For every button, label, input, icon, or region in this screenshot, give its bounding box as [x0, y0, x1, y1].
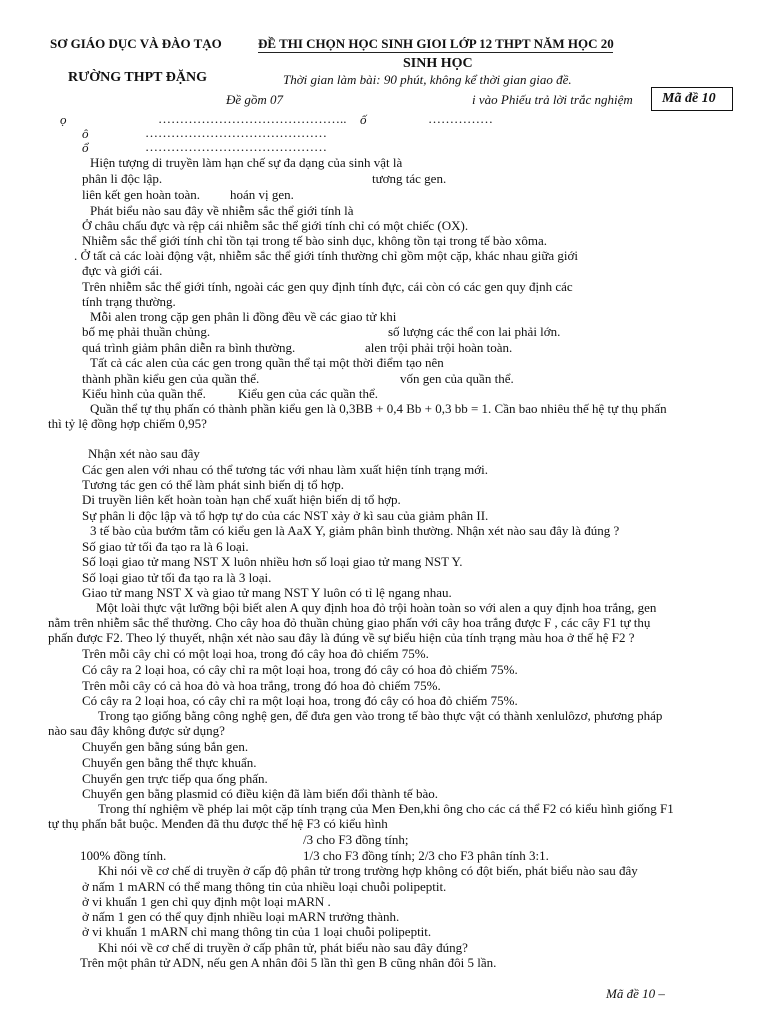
text-line: thì tỷ lệ đồng hợp chiếm 0,95? — [48, 416, 207, 431]
text-line: Số loại giao tử mang NST X luôn nhiều hơn số loại giao tử mang NST Y. — [82, 554, 463, 569]
subject-title: SINH HỌC — [403, 56, 473, 71]
text-line: Nhiễm sắc thể giới tính chỉ tồn tại trong tế bào sinh dục, không tồn tại trong tế bào xôma. — [82, 233, 548, 248]
text-line: Chuyển gen bằng plasmid có điều kiện đã làm biến đổi thành tế bào. — [82, 786, 438, 801]
text-line: Khi nói về cơ chế di truyền ở cấp phân tử, phát biểu nào sau đây đúng? — [98, 940, 468, 955]
text-line: Kiểu hình của quần thể. — [82, 386, 206, 401]
text-line: hoán vị gen. — [230, 187, 294, 202]
text-line: Chuyển gen bằng thể thực khuẩn. — [82, 755, 257, 770]
info-label-name: ọ — [60, 112, 67, 127]
page-count: Đề gồm 07 — [226, 92, 284, 107]
text-line: Trên một phân tử ADN, nếu gen A nhân đôi 5 lần thì gen B cũng nhân đôi 5 lần. — [80, 955, 497, 970]
text-line: Số loại giao tử tối đa tạo ra là 3 loại. — [82, 570, 272, 585]
text-line: ở vi khuẩn 1 gen chỉ quy định một loại mARN . — [82, 894, 331, 909]
text-line: 100% đồng tính. — [80, 848, 167, 863]
text-line: Trong thí nghiệm về phép lai một cặp tính trạng của Men Đen,khi ông cho các cá thể F2 có kiểu hình giống F1 — [98, 801, 674, 816]
text-line: . Ở tất cả các loài động vật, nhiễm sắc thể giới tính thường chỉ gồm một cặp, khác nhau giữa giới — [74, 248, 579, 263]
text-line: quá trình giảm phân diễn ra bình thường. — [82, 340, 296, 355]
text-line: Hiện tượng di truyền làm hạn chế sự đa dạng của sinh vật là — [90, 155, 403, 170]
text-line: Mỗi alen trong cặp gen phân li đồng đều về các giao tử khi — [90, 309, 397, 324]
text-line: /3 cho F3 đồng tính; — [303, 832, 409, 847]
text-line: Ở châu chấu đực và rệp cái nhiễm sắc thể giới tính chỉ có một chiếc (OX). — [82, 218, 469, 233]
text-line: Chuyển gen bằng súng bắn gen. — [82, 739, 249, 754]
text-line: Kiểu gen của các quần thể. — [238, 386, 379, 401]
text-line: 3 tế bào của bướm tằm có kiểu gen là AaX Y, giảm phân bình thường. Nhận xét nào sau đây là đúng ? — [90, 523, 620, 538]
footer-exam-code: Mã đề 10 – — [606, 986, 665, 1001]
text-line: Trên nhiễm sắc thể giới tính, ngoài các gen quy định tính đực, cái còn có các gen quy định các — [82, 279, 573, 294]
text-line: ở vi khuẩn 1 mARN chỉ mang thông tin của 1 loại chuỗi polipeptit. — [82, 924, 432, 939]
text-line: phấn được F2. Theo lý thuyết, nhận xét nào sau đây là đúng về sự biểu hiện của tính trạng màu hoa ở thế hệ F2 ? — [48, 630, 635, 645]
text-line: Phát biểu nào sau đây về nhiễm sắc thể giới tính là — [90, 203, 354, 218]
info-dots-3: …………………………………… — [145, 139, 327, 154]
text-line: nằm trên nhiễm sắc thể thường. Cho cây hoa đỏ thuần chủng giao phấn với cây hoa trắng được F , các cây F1 tự thụ — [48, 615, 651, 630]
text-line: Tất cả các alen của các gen trong quần thể tại một thời điểm tạo nên — [90, 355, 444, 370]
text-line: Một loài thực vật lưỡng bội biết alen A quy định hoa đỏ trội hoàn toàn so với alen a quy định hoa trắng, gen — [96, 600, 657, 615]
text-line: Nhận xét nào sau đây — [88, 446, 200, 461]
answer-note: i vào Phiếu trả lời trắc nghiệm — [472, 92, 633, 107]
text-line: Các gen alen với nhau có thể tương tác với nhau làm xuất hiện tính trạng mới. — [82, 462, 489, 477]
text-line: bố mẹ phải thuần chủng. — [82, 324, 211, 339]
info-label-3: ổ — [82, 140, 89, 155]
text-line: Quần thể tự thụ phấn có thành phần kiểu gen là 0,3BB + 0,4 Bb + 0,3 bb = 1. Cần bao nhiêu thế hệ tự thụ phấn — [90, 401, 667, 416]
text-line: Trên mỗi cây chỉ có một loại hoa, trong đó cây hoa đỏ chiếm 75%. — [82, 646, 429, 661]
department-name: SƠ GIÁO DỤC VÀ ĐÀO TẠO — [50, 36, 222, 51]
info-dots-2: …………………………………… — [145, 125, 327, 140]
text-line: ở nấm 1 gen có thể quy định nhiều loại mARN trưởng thành. — [82, 909, 400, 924]
info-label-number: ố — [360, 112, 367, 127]
text-line: Sự phân li độc lập và tổ hợp tự do của các NST xảy ở kì sau của giảm phân II. — [82, 508, 489, 523]
text-line: đực và giới cái. — [82, 263, 163, 278]
info-label-2: ô — [82, 126, 89, 141]
text-line: phân li độc lập. — [82, 171, 163, 186]
text-line: Có cây ra 2 loại hoa, có cây chỉ ra một loại hoa, trong đó cây có hoa đỏ chiếm 75%. — [82, 693, 518, 708]
text-line: alen trội phải trội hoàn toàn. — [365, 340, 513, 355]
text-line: vốn gen của quần thể. — [400, 371, 514, 386]
text-line: Có cây ra 2 loại hoa, có cây chỉ ra một loại hoa, trong đó cây có hoa đỏ chiếm 75%. — [82, 662, 518, 677]
text-line: số lượng các thể con lai phải lớn. — [388, 324, 561, 339]
exam-code-box — [651, 87, 733, 111]
text-line: Số giao tử tối đa tạo ra là 6 loại. — [82, 539, 249, 554]
text-line: Giao tử mang NST X và giao tử mang NST Y luôn có tỉ lệ ngang nhau. — [82, 585, 452, 600]
text-line: ở nấm 1 mARN có thể mang thông tin của nhiều loại chuỗi polipeptit. — [82, 879, 447, 894]
text-line: Trong tạo giống bằng công nghệ gen, để đưa gen vào trong tế bào thực vật có thành xenlulôzơ, phương pháp — [98, 708, 663, 723]
title-underline — [258, 52, 613, 53]
text-line: thành phần kiểu gen của quần thể. — [82, 371, 260, 386]
text-line: Trên mỗi cây có cả hoa đỏ và hoa trắng, trong đó hoa đỏ chiếm 75%. — [82, 678, 441, 693]
text-line: tự thụ phấn bắt buộc. Menđen đã thu được thế hệ F3 có kiểu hình — [48, 816, 388, 831]
text-line: 1/3 cho F3 đồng tính; 2/3 cho F3 phân tính 3:1. — [303, 848, 549, 863]
exam-title: ĐỀ THI CHỌN HỌC SINH GIOI LỚP 12 THPT NĂM HỌC 20 — [258, 36, 614, 51]
exam-code: Mã đề 10 — [662, 91, 716, 106]
text-line: tính trạng thường. — [82, 294, 176, 309]
time-note: Thời gian làm bài: 90 phút, không kể thời gian giao đề. — [283, 72, 572, 87]
text-line: Di truyền liên kết hoàn toàn hạn chế xuất hiện biến dị tổ hợp. — [82, 492, 401, 507]
info-dots-number: …………… — [428, 111, 493, 126]
info-dots-name: …………………………………….. — [158, 111, 347, 126]
text-line: nào sau đây không được sử dụng? — [48, 723, 225, 738]
school-name: RƯỜNG THPT ĐẶNG — [68, 70, 207, 85]
text-line: Chuyển gen trực tiếp qua ống phấn. — [82, 771, 268, 786]
text-line: Tương tác gen có thể làm phát sinh biến dị tổ hợp. — [82, 477, 344, 492]
text-line: liên kết gen hoàn toàn. — [82, 187, 201, 202]
text-line: Khi nói về cơ chế di truyền ở cấp độ phân tử trong trường hợp không có đột biến, phát biểu nào sau đây — [98, 863, 638, 878]
text-line: tương tác gen. — [372, 171, 447, 186]
